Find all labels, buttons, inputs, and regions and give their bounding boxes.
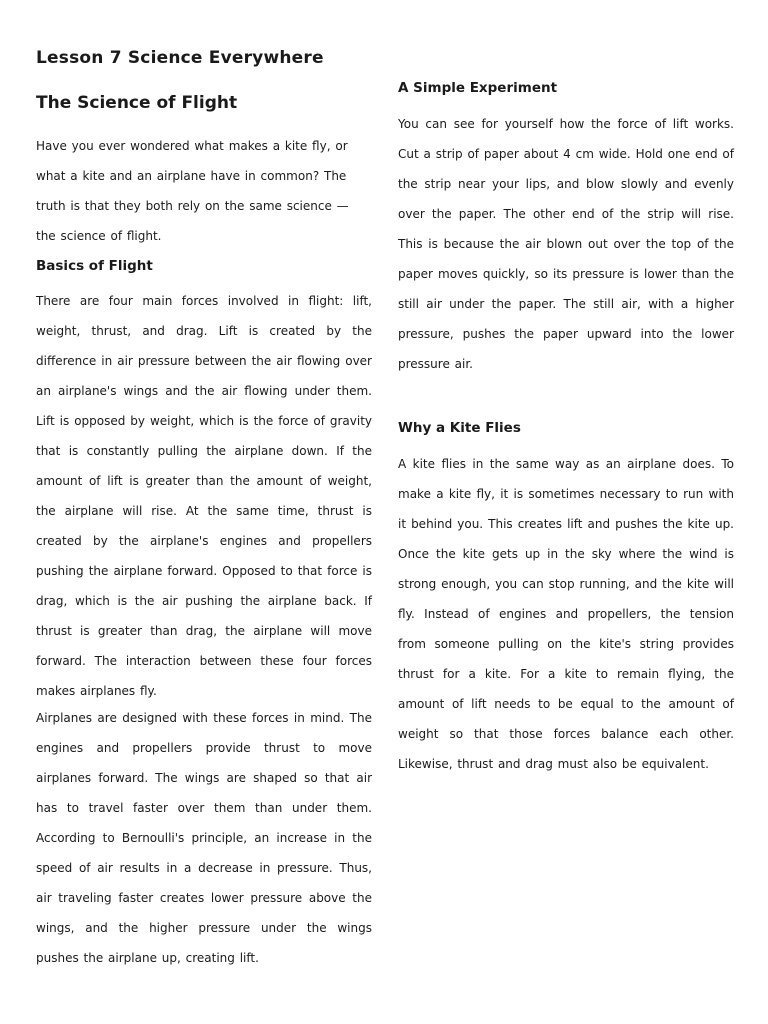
experiment-paragraph: You can see for yourself how the force of lift works. Cut a strip of paper about 4 cm wide. Hold one end of the strip near your lips, and blow slowly and evenly over the paper. The other end of the strip will rise. This is because the air blown out over the top of the paper moves quickly, so its pressure is lower than the still air under the paper. The still air, with a higher pressure, pushes the paper upward into the lower pressure air. xyxy=(398,117,734,371)
lesson-title: Lesson 7 Science Everywhere xyxy=(36,48,324,68)
kite-paragraph: A kite flies in the same way as an airplane does. To make a kite fly, it is sometimes necessary to run with it behind you. This creates lift and pushes the kite up. Once the kite gets up in the sky where the wind is strong enough, you can stop running, and the kite will fly. Instead of engines and propellers, the tension from someone pulling on the kite's string provides thrust for a kite. For a kite to remain flying, the amount of lift needs to be equal to the amount of weight so that those forces balance each other. Likewise, thrust and drag must also be equivalent. xyxy=(398,457,734,771)
basics-paragraph-1: There are four main forces involved in flight: lift, weight, thrust, and drag. Lift is created by the difference in air pressure between the air flowing over an airplane's wings and the air flowing under them. Lift is opposed by weight, which is the force of gravity that is constantly pulling the airplane down. If the amount of lift is greater than the amount of weight, the airplane will rise. At the same time, thrust is created by the airplane's engines and propellers pushing the airplane forward. Opposed to that force is drag, which is the air pushing the airplane back. If thrust is greater than drag, the airplane will move forward. The interaction between these four forces makes airplanes fly. xyxy=(36,294,372,698)
section-heading-experiment: A Simple Experiment xyxy=(398,80,558,96)
basics-paragraph-2: Airplanes are designed with these forces in mind. The engines and propellers provide thrust to move airplanes forward. The wings are shaped so that air has to travel faster over them than under them. According to Bernoulli's principle, an increase in the speed of air results in a decrease in pressure. Thus, air traveling faster creates lower pressure above the wings, and the higher pressure under the wings pushes the airplane up, creating lift. xyxy=(36,711,372,965)
section-heading-kite: Why a Kite Flies xyxy=(398,420,521,436)
section-heading-basics: Basics of Flight xyxy=(36,258,153,274)
intro-paragraph: Have you ever wondered what makes a kite fly, or what a kite and an airplane have in common? The truth is that they both rely on the same science — the science of flight. xyxy=(36,139,349,243)
page-title: The Science of Flight xyxy=(36,93,238,113)
